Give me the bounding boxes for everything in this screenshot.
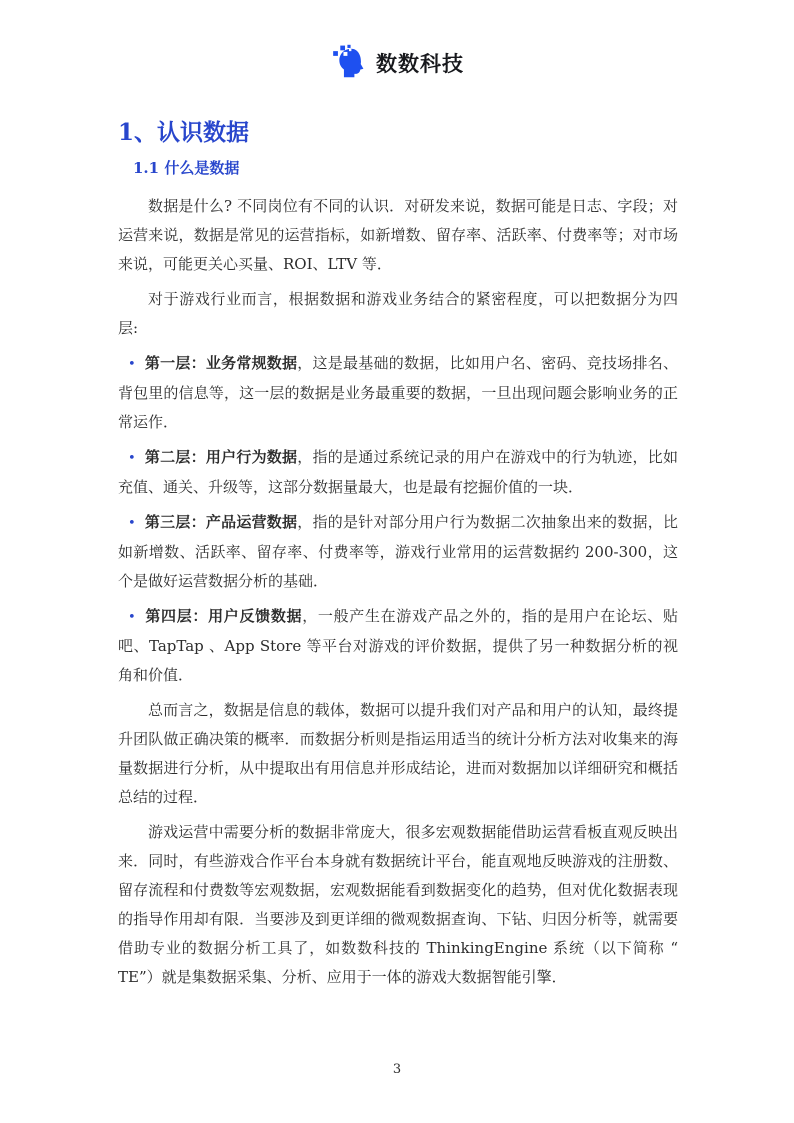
subsection-heading: 1.1 什么是数据	[133, 159, 240, 177]
paragraph-what-is-data: 数据是什么? 不同岗位有不同的认识．对研发来说，数据可能是日志、字段；对运营来说，数据是常见的运营指标，如新增数、留存率、活跃率、付费率等；对市场来说，可能更关心买量、ROI、LTV 等．	[118, 197, 678, 273]
bullet-dot-icon: •	[128, 610, 136, 625]
paragraph-summary: 总而言之，数据是信息的载体，数据可以提升我们对产品和用户的认知，最终提升团队做正确决策的概率．而数据分析则是指运用适当的统计分析方法对收集来的海量数据进行分析，从中提取出有用信息并形成结论，进而对数据加以详细研究和概括总结的过程．	[118, 701, 678, 806]
bullet-label: 第一层：业务常规数据	[144, 354, 298, 372]
document-body	[118, 118, 678, 998]
thinkingdata-head-icon	[330, 44, 368, 82]
bullet-label: 第四层：用户反馈数据	[144, 607, 303, 625]
bullet-dot-icon: •	[128, 357, 136, 372]
bullet-text: ，指的是针对部分用户行为数据二次抽象出来的数据，比如新增数、活跃率、留存率、付费率等，游戏行业常用的运营数据约 200-300，这个是做好运营数据分析的基础．	[118, 513, 678, 590]
bullet-layer-3	[118, 508, 678, 596]
bullet-text: ，这是最基础的数据，比如用户名、密码、竞技场排名、背包里的信息等，这一层的数据是业务最重要的数据，一旦出现问题会影响业务的正常运作．	[118, 354, 678, 431]
paragraph-thinkingengine: 游戏运营中需要分析的数据非常庞大，很多宏观数据能借助运营看板直观反映出来．同时，有些游戏合作平台本身就有数据统计平台，能直观地反映游戏的注册数、留存流程和付费数等宏观数据，宏观数据能看到数据变化的趋势，但对优化数据表现的指导作用却有限．当要涉及到更详细的微观数据查询、下钻、归因分析等，就需要借助专业的数据分析工具了，如数数科技的 ThinkingEngine 系统（以下简称 “ TE”）就是集数据采集、分析、应用于一体的游戏大数据智能引擎．	[118, 823, 678, 986]
bullet-dot-icon: •	[128, 451, 136, 466]
brand-logo	[0, 44, 794, 82]
bullet-text: ，一般产生在游戏产品之外的，指的是用户在论坛、贴吧、TapTap 、App Store 等平台对游戏的评价数据，提供了另一种数据分析的视角和价值．	[118, 607, 678, 684]
paragraph-four-layers-intro: 对于游戏行业而言，根据数据和游戏业务结合的紧密程度，可以把数据分为四层:	[118, 290, 678, 337]
bullet-layer-2	[118, 443, 678, 502]
section-heading: 1、认识数据	[118, 119, 250, 146]
bullet-layer-1	[118, 349, 678, 437]
bullet-layer-4	[118, 602, 678, 690]
bullet-label: 第三层：产品运营数据	[144, 513, 298, 531]
bullet-label: 第二层：用户行为数据	[144, 448, 298, 466]
brand-logo-text: 数数科技	[376, 53, 464, 76]
bullet-dot-icon: •	[128, 516, 136, 531]
bullet-text: ，指的是通过系统记录的用户在游戏中的行为轨迹，比如充值、通关、升级等，这部分数据量最大，也是最有挖掘价值的一块．	[118, 448, 678, 496]
page-number: 3	[392, 1062, 402, 1077]
